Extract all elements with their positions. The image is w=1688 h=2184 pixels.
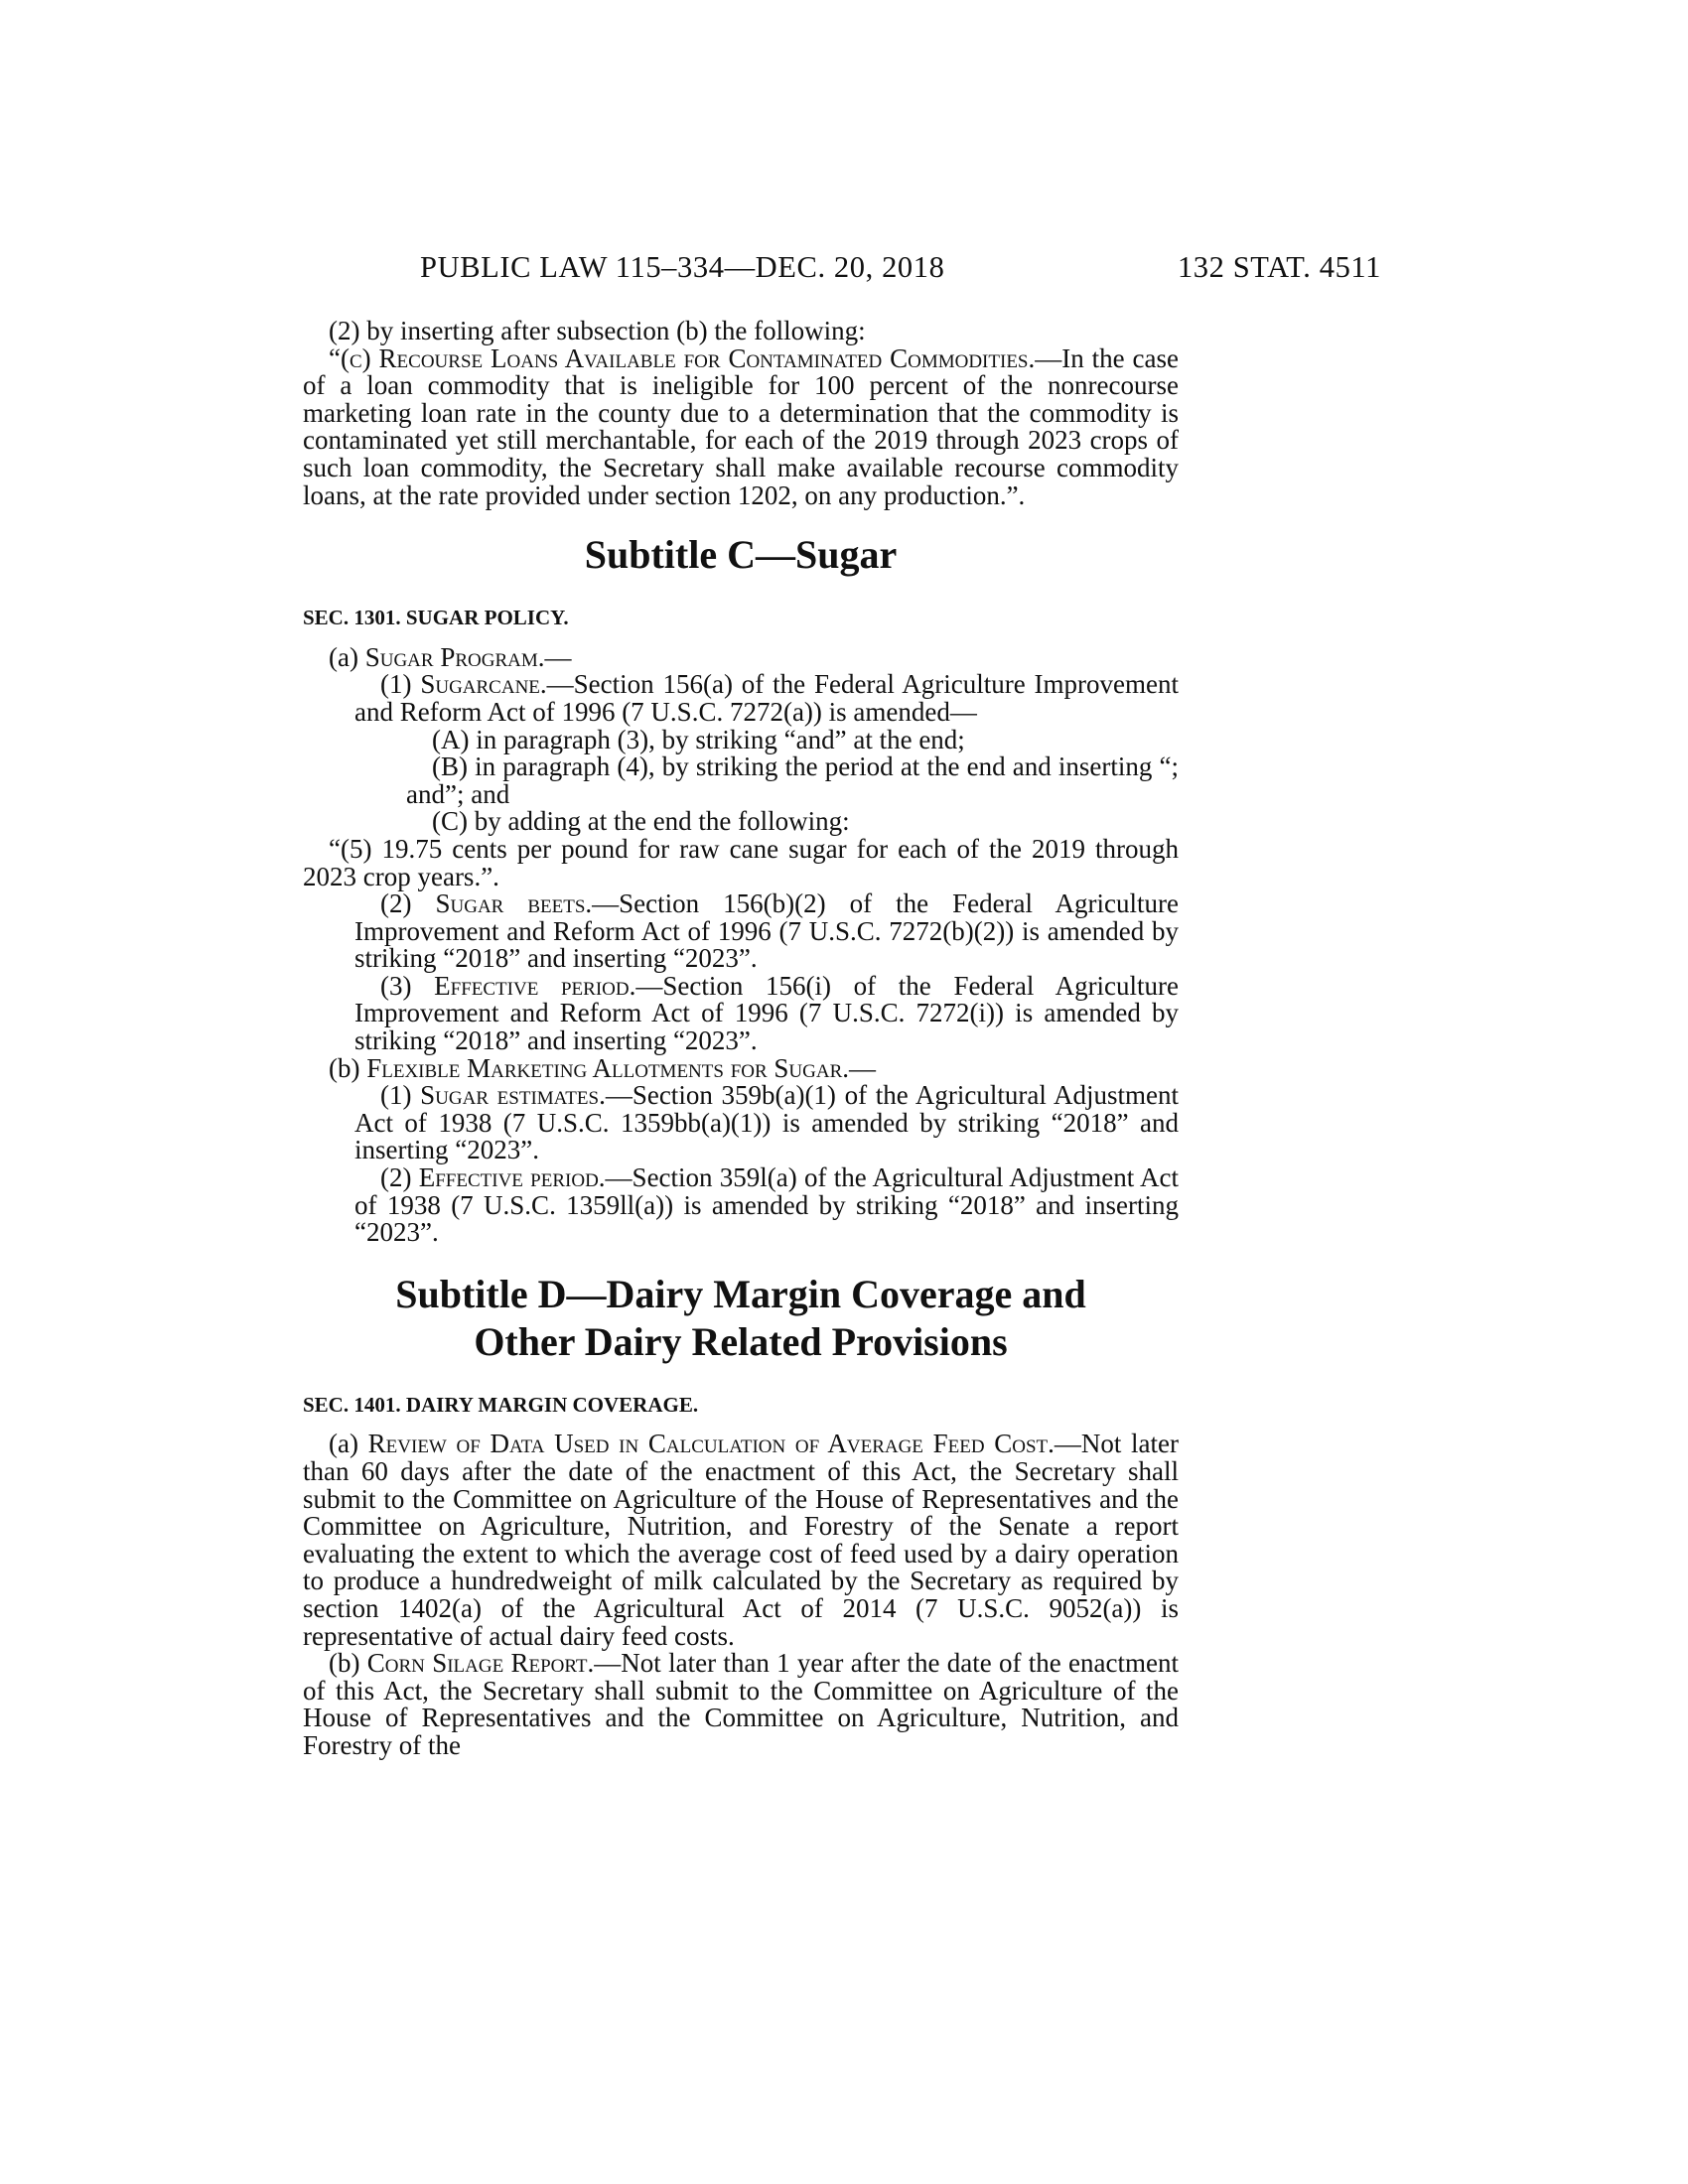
subtitle-heading-continued: Other Dairy Related Provisions bbox=[474, 1318, 1008, 1364]
text-column bbox=[303, 318, 1179, 1760]
paragraph-heading: Sugar estimates. bbox=[420, 1080, 606, 1111]
paragraph: (2) by inserting after subsection (b) the following: bbox=[329, 316, 866, 345]
paragraph: (2) Sugar beets.—Section 156(b)(2) of the Federal Agriculture Improvement and Reform Act of 1996 (7 U.S.C. 7272(b)(2)) is amended by striking “2018” and inserting “2023”. bbox=[354, 888, 1179, 974]
paragraph-heading: Sugarcane. bbox=[420, 669, 547, 700]
subsection-heading: Sugar Program. bbox=[364, 641, 545, 672]
paragraph-heading: Sugar beets. bbox=[435, 888, 593, 919]
subsection-heading: Review of Data Used in Calculation of Average Feed Cost. bbox=[367, 1429, 1055, 1459]
paragraph-heading: Effective period. bbox=[434, 970, 636, 1001]
paragraph: (b) Corn Silage Report.—Not later than 1 year after the date of the enactment of this Act, the Secretary shall submit to the Committee on Agriculture of the House of Representatives and the Committee on Agriculture, Nutrition, and Forestry of the bbox=[303, 1648, 1179, 1760]
quoted-paragraph: “(5) 19.75 cents per pound for raw cane sugar for each of the 2019 through 2023 crop years.”. bbox=[303, 833, 1179, 891]
running-header bbox=[420, 250, 1381, 290]
paragraph: (a) Sugar Program.— bbox=[329, 641, 572, 672]
subsection-heading: Corn Silage Report. bbox=[366, 1648, 595, 1679]
subsection-heading: Flexible Marketing Allotments for Sugar. bbox=[366, 1052, 850, 1083]
paragraph: “(c) Recourse Loans Available for Contaminated Commodities.—In the case of a loan commodity that is ineligible for 100 percent of the nonrecourse marketing loan rate in the county due to a determination that the commodity is contaminated yet still merchantable, for each of the 2019 through 2023 crops of such loan commodity, the Secretary shall make available recourse commodity loans, at the rate provided under section 1202, on any production.”. bbox=[303, 342, 1179, 510]
subtitle-heading-block bbox=[303, 1271, 1179, 1366]
paragraph: (b) Flexible Marketing Allotments for Sugar.— bbox=[329, 1052, 877, 1083]
paragraph: (3) Effective period.—Section 156(i) of the Federal Agriculture Improvement and Reform Act of 1996 (7 U.S.C. 7272(i)) is amended by striking “2018” and inserting “2023”. bbox=[354, 970, 1180, 1056]
public-law-citation: PUBLIC LAW 115–334—DEC. 20, 2018 bbox=[420, 250, 945, 284]
paragraph: (a) Review of Data Used in Calculation of Average Feed Cost.—Not later than 60 days after the date of the enactment of this Act, the Secretary shall submit to the Committee on Agriculture of the House of Representatives and the Committee on Agriculture, Nutrition, and Forestry of the Senate a report evaluating the extent to which the average cost of feed used by a dairy operation to produce a hundredweight of milk calculated by the Secretary as required by section 1402(a) of the Agricultural Act of 2014 (7 U.S.C. 9052(a)) is representative of actual dairy feed costs. bbox=[303, 1429, 1180, 1651]
section-heading: SEC. 1401. DAIRY MARGIN COVERAGE. bbox=[303, 1392, 699, 1417]
section-heading: SEC. 1301. SUGAR POLICY. bbox=[303, 606, 569, 630]
paragraph: (B) in paragraph (4), by striking the period at the end and inserting “; and”; and bbox=[406, 751, 1179, 809]
statute-page-number: 132 STAT. 4511 bbox=[1177, 250, 1381, 284]
paragraph: (C) by adding at the end the following: bbox=[432, 806, 850, 837]
subsection-heading: “(c) Recourse Loans Available for Contaminated Commodities. bbox=[329, 342, 1036, 373]
paragraph: (A) in paragraph (3), by striking “and” at the end; bbox=[432, 724, 965, 754]
subtitle-heading: Subtitle D—Dairy Margin Coverage and bbox=[395, 1271, 1086, 1316]
paragraph-heading: Effective period. bbox=[418, 1162, 606, 1193]
paragraph: (1) Sugar estimates.—Section 359b(a)(1) of the Agricultural Adjustment Act of 1938 (7 U.S.C. 1359bb(a)(1)) is amended by striking “2018” and inserting “2023”. bbox=[354, 1080, 1180, 1165]
subtitle-heading: Subtitle C—Sugar bbox=[584, 532, 898, 578]
paragraph: (1) Sugarcane.—Section 156(a) of the Federal Agriculture Improvement and Reform Act of 1996 (7 U.S.C. 7272(a)) is amended— bbox=[354, 669, 1180, 727]
paragraph: (2) Effective period.—Section 359l(a) of the Agricultural Adjustment Act of 1938 (7 U.S.C. 1359ll(a)) is amended by striking “2018” and inserting “2023”. bbox=[354, 1162, 1180, 1248]
